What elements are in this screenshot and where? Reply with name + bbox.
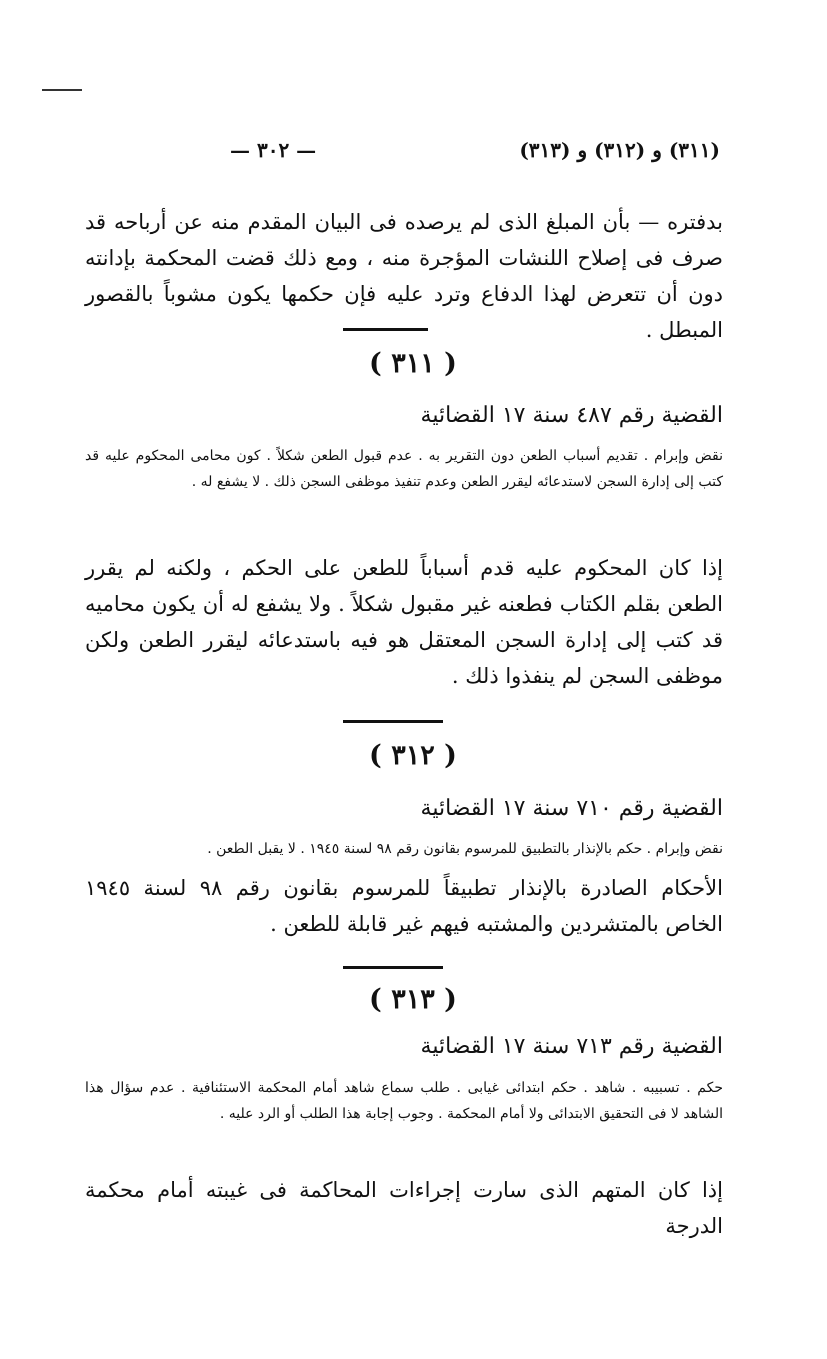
case-summary-313: حكم . تسبيبه . شاهد . حكم ابتدائى غيابى . طلب سماع شاهد أمام المحكمة الاستئنافية . عدم سؤال هذا الشاهد لا فى التحقيق الابتدائى ولا أمام المحكمة . وجوب إجابة هذا الطلب أو الرد عليه . [85,1080,723,1122]
section-divider [343,720,443,723]
case-body-311: إذا كان المحكوم عليه قدم أسباباً للطعن على الحكم ، ولكنه لم يقرر الطعن بقلم الكتاب فطعنه غير مقبول شكلاً . ولا يشفع له أن يكون محاميه قد كتب إلى إدارة السجن المعتقل هو فيه باستدعائه ليقرر الطعن ولكن موظفى السجن لم ينفذوا ذلك . [85,556,723,688]
page-header [230,138,720,168]
header-case-range: (٣١١) و (٣١٢) و (٣١٣) [519,138,720,162]
case-body-313: إذا كان المتهم الذى سارت إجراءات المحاكمة فى غيبته أمام محكمة الدرجة [85,1178,723,1238]
page-number: — ٣٠٢ — [230,138,317,162]
case-number-311: ( ٣١١ ) [369,348,457,379]
case-reference-311: القضية رقم ٤٨٧ سنة ١٧ القضائية [420,403,723,428]
case-number-313: ( ٣١٣ ) [369,984,457,1015]
intro-paragraph: بدفتره — بأن المبلغ الذى لم يرصده فى البيان المقدم منه عن أرباحه قد صرف فى إصلاح اللنشات المؤجرة منه ، ومع ذلك قضت المحكمة بإدانته دون أن تتعرض لهذا الدفاع وترد عليه فإن حكمها يكون مشوباً بالقصور المبطل . [85,210,723,342]
case-reference-313: القضية رقم ٧١٣ سنة ١٧ القضائية [420,1034,723,1059]
section-divider [343,328,428,331]
case-summary-311: نقض وإبرام . تقديم أسباب الطعن دون التقرير به . عدم قبول الطعن شكلاً . كون محامى المحكوم عليه قد كتب إلى إدارة السجن لاستدعائه ليقرر الطعن وعدم تنفيذ موظفى السجن ذلك . لا يشفع له . [85,448,723,490]
scan-edge-mark [42,89,82,91]
case-number-312: ( ٣١٢ ) [369,740,457,771]
case-summary-312: نقض وإبرام . حكم بالإنذار بالتطبيق للمرسوم بقانون رقم ٩٨ لسنة ١٩٤٥ . لا يقبل الطعن . [207,841,723,857]
section-divider [343,966,443,969]
case-body-312: الأحكام الصادرة بالإنذار تطبيقاً للمرسوم بقانون رقم ٩٨ لسنة ١٩٤٥ الخاص بالمتشردين والمشتبه فيهم غير قابلة للطعن . [85,876,723,936]
case-reference-312: القضية رقم ٧١٠ سنة ١٧ القضائية [420,796,723,821]
